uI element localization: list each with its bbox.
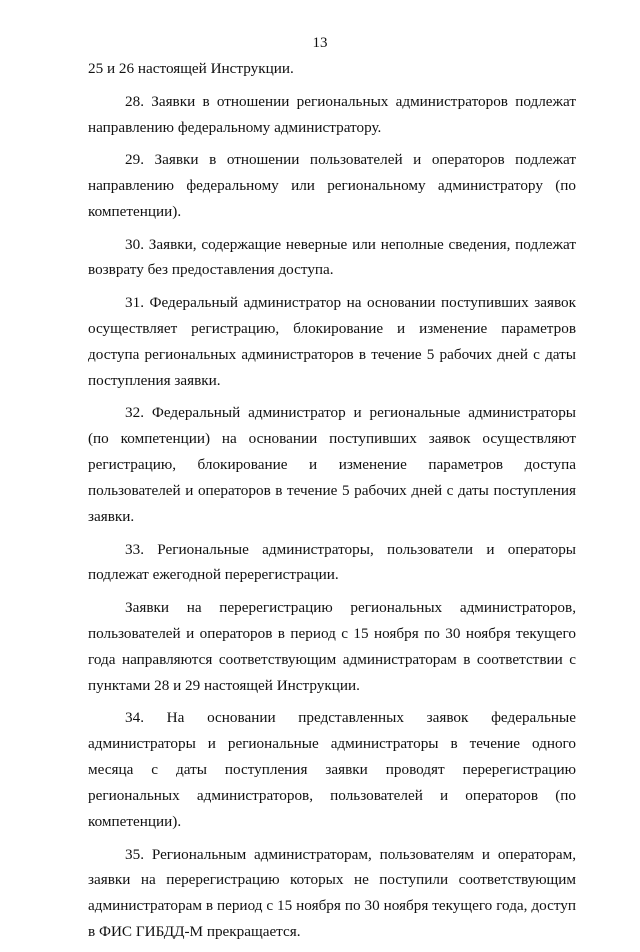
- paragraph-continuation: 25 и 26 настоящей Инструкции.: [88, 60, 294, 77]
- paragraph-29: 29. Заявки в отношении пользователей и операторов подлежат направлению федеральному или региональному администратору (по компетенции).: [88, 151, 576, 220]
- paragraph-33-continued: Заявки на перерегистрацию региональных администраторов, пользователей и операторов в период с 15 ноября по 30 ноября текущего года направляются соответствующим администраторам в соответствии с пунктами 28 и 29 настоящей Инструкции.: [88, 599, 576, 694]
- page-number: 13: [312, 35, 328, 51]
- paragraph-30: 30. Заявки, содержащие неверные или неполные сведения, подлежат возврату без предоставления доступа.: [88, 235, 576, 279]
- paragraph-32: 32. Федеральный администратор и региональные администраторы (по компетенции) на основании поступивших заявок осуществляют регистрацию, блокирование и изменение параметров доступа пользователей и операторов в течение 5 рабочих дней с даты поступления заявки.: [88, 404, 576, 525]
- paragraph-34: 34. На основании представленных заявок федеральные администраторы и региональные администраторы в течение одного месяца с даты поступления заявки проводят перерегистрацию региональных администраторов, пользователей и операторов (по компетенции).: [88, 709, 576, 830]
- document-body: [88, 56, 576, 952]
- paragraph-35: 35. Региональным администраторам, пользователям и операторам, заявки на перерегистрацию которых не поступили соответствующим администраторам в период с 15 ноября по 30 ноября текущего года, доступ в ФИС ГИБДД-М прекращается.: [88, 845, 576, 941]
- paragraph-31: 31. Федеральный администратор на основании поступивших заявок осуществляет регистрацию, блокирование и изменение параметров доступа региональных администраторов в течение 5 рабочих дней с даты поступления заявки.: [88, 294, 576, 389]
- paragraph-28: 28. Заявки в отношении региональных администраторов подлежат направлению федеральному администратору.: [88, 92, 576, 136]
- paragraph-33: 33. Региональные администраторы, пользователи и операторы подлежат ежегодной перерегистрации.: [88, 540, 576, 584]
